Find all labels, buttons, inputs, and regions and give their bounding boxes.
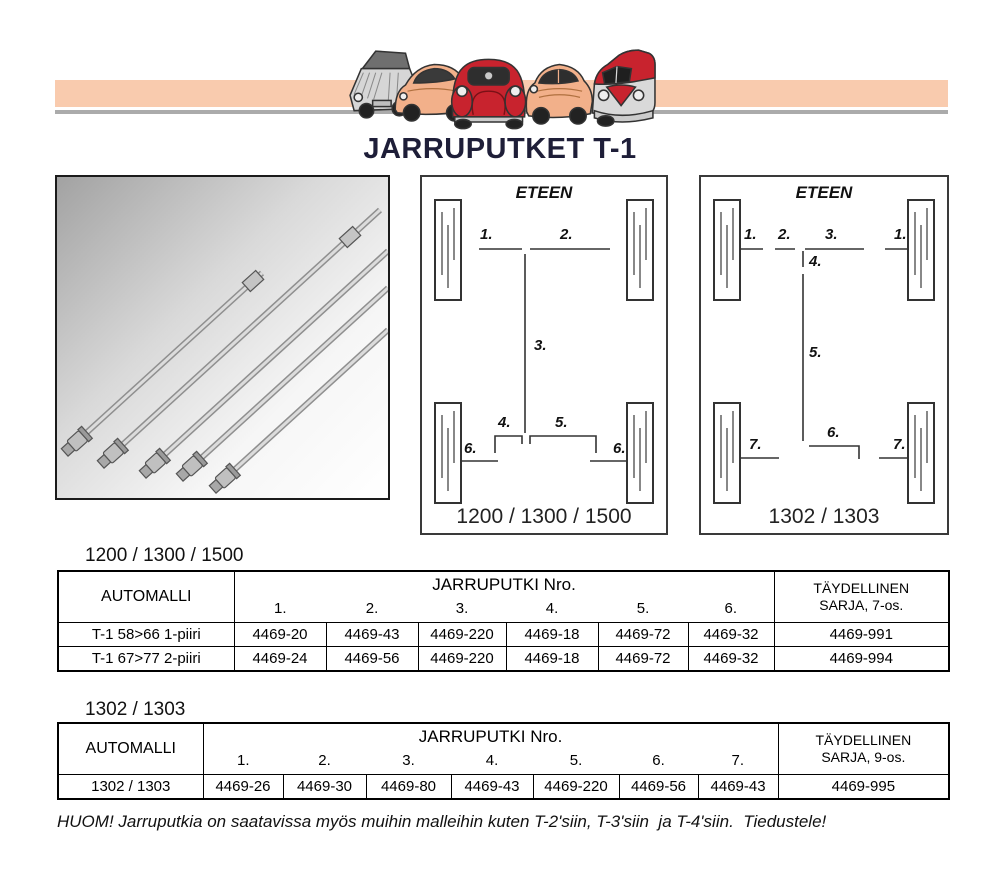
sarja-header-line2: SARJA, 9-os. <box>821 749 906 765</box>
rear-left-wheel-icon <box>435 403 461 503</box>
part-number-cell: 4469-43 <box>698 775 778 800</box>
part-number-cell: 4469-80 <box>366 775 451 800</box>
column-group-header: JARRUPUTKI Nro. <box>432 574 576 594</box>
column-header-sarja <box>778 723 949 775</box>
column-header-7: 7. <box>731 752 745 769</box>
rear-right-wheel-icon <box>908 403 934 503</box>
column-header-automalli: AUTOMALLI <box>58 723 203 775</box>
vw-cars-illustration <box>348 36 656 132</box>
vw-t1-bus-icon <box>592 50 655 126</box>
part-number-cell: 4469-26 <box>203 775 283 800</box>
column-header-4: 4. <box>545 600 559 617</box>
sarja-header-line1: TÄYDELLINEN <box>813 579 910 596</box>
pipe-label: 4. <box>498 414 511 431</box>
column-header-3: 3. <box>402 752 415 769</box>
brake-layout-diagram-1302-1303 <box>699 175 949 535</box>
part-number-cell: 4469-32 <box>688 647 774 672</box>
sarja-header-line2: SARJA, 7-os. <box>819 597 904 613</box>
table-row <box>58 775 949 800</box>
footer-note: HUOM! Jarruputkia on saatavissa myös muihin malleihin kuten T-2'siin, T-3'siin ja T-4'siin. Tiedustele! <box>57 812 827 831</box>
pipe-4-line <box>495 436 522 453</box>
full-set-cell: 4469-994 <box>774 647 949 672</box>
column-header-1: 1. <box>236 752 250 769</box>
part-number-cell: 4469-220 <box>418 623 506 647</box>
column-header-5: 5. <box>569 752 583 769</box>
brake-pipes-photo <box>55 175 390 500</box>
part-number-cell: 4469-72 <box>598 647 688 672</box>
part-number-cell: 4469-18 <box>506 623 598 647</box>
diagram1-caption: 1200 / 1300 / 1500 <box>456 505 632 528</box>
table-row <box>58 647 949 672</box>
pipe-label: 1. <box>744 226 757 243</box>
model-cell: 1302 / 1303 <box>58 775 203 800</box>
pipe-label: 3. <box>534 337 547 354</box>
pipe-label: 7. <box>893 436 906 453</box>
pipe-label: 2. <box>560 226 573 243</box>
part-number-cell: 4469-56 <box>326 647 418 672</box>
diagram2-heading: ETEEN <box>795 183 853 202</box>
table1-section-label: 1200 / 1300 / 1500 <box>85 545 244 566</box>
part-number-cell: 4469-72 <box>598 623 688 647</box>
table-row <box>58 623 949 647</box>
page-title: JARRUPUTKET T-1 <box>363 133 637 165</box>
front-right-wheel-icon <box>627 200 653 300</box>
column-header-5: 5. <box>636 600 650 617</box>
column-header-1: 1. <box>273 600 287 617</box>
part-number-cell: 4469-20 <box>234 623 326 647</box>
pipe-label: 1. <box>894 226 907 243</box>
brake-layout-diagram-1200-1300-1500 <box>420 175 668 535</box>
column-header-2: 2. <box>318 752 331 769</box>
pipe-label: 3. <box>825 226 838 243</box>
pipe-6-line <box>809 446 859 459</box>
pipe-5-line <box>530 436 596 453</box>
parts-table-1200-1300-1500 <box>57 570 950 672</box>
pipe-label: 4. <box>809 253 822 270</box>
vw-type3-icon <box>526 64 592 124</box>
vw-beetle-icon <box>452 59 526 128</box>
pipe-label: 5. <box>555 414 568 431</box>
column-header-6: 6. <box>724 600 738 617</box>
parts-table-1302-1303 <box>57 722 950 800</box>
pipe-label: 6. <box>613 440 626 457</box>
pipe-label: 6. <box>827 424 840 441</box>
full-set-cell: 4469-991 <box>774 623 949 647</box>
part-number-cell: 4469-18 <box>506 647 598 672</box>
front-left-wheel-icon <box>435 200 461 300</box>
pipe-label: 6. <box>464 440 477 457</box>
part-number-cell: 4469-43 <box>451 775 533 800</box>
column-header-automalli: AUTOMALLI <box>58 571 234 623</box>
pipe-label: 5. <box>809 344 822 361</box>
table2-section-label: 1302 / 1303 <box>85 699 186 720</box>
rear-right-wheel-icon <box>627 403 653 503</box>
diagram2-caption: 1302 / 1303 <box>768 505 880 528</box>
part-number-cell: 4469-32 <box>688 623 774 647</box>
part-number-cell: 4469-24 <box>234 647 326 672</box>
part-number-cell: 4469-220 <box>418 647 506 672</box>
full-set-cell: 4469-995 <box>778 775 949 800</box>
model-cell: T-1 58>66 1-piiri <box>58 623 234 647</box>
column-header-2: 2. <box>365 600 379 617</box>
part-number-cell: 4469-30 <box>283 775 366 800</box>
column-header-3: 3. <box>455 600 469 617</box>
column-group-header: JARRUPUTKI Nro. <box>418 726 563 746</box>
model-cell: T-1 67>77 2-piiri <box>58 647 234 672</box>
column-header-6: 6. <box>652 752 665 769</box>
sarja-header-line1: TÄYDELLINEN <box>815 731 912 748</box>
part-number-cell: 4469-43 <box>326 623 418 647</box>
rear-left-wheel-icon <box>714 403 740 503</box>
pipe-label: 7. <box>749 436 762 453</box>
pipe-label: 1. <box>480 226 493 243</box>
brake-pipes-drawing <box>57 177 388 498</box>
part-number-cell: 4469-56 <box>619 775 698 800</box>
pipe-label: 2. <box>778 226 791 243</box>
column-header-sarja <box>774 571 949 623</box>
diagram1-heading: ETEEN <box>515 183 573 202</box>
front-left-wheel-icon <box>714 200 740 300</box>
front-right-wheel-icon <box>908 200 934 300</box>
part-number-cell: 4469-220 <box>533 775 619 800</box>
column-header-4: 4. <box>485 752 499 769</box>
